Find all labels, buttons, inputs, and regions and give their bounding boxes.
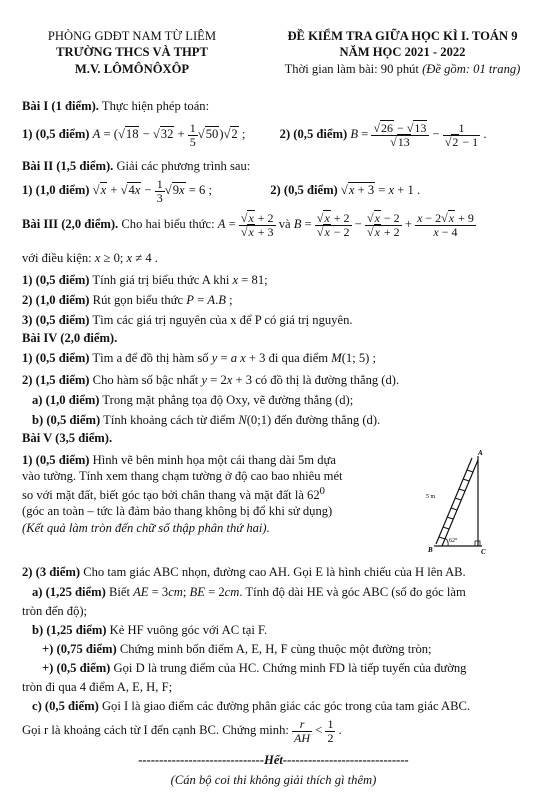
bai5-qb bbox=[32, 622, 267, 638]
bai3-q1: 1) (0,5 điểm) Tính giá trị biểu thức A khi x = 81; bbox=[22, 273, 268, 287]
bai4-qb-label: b) (0,5 điểm) bbox=[32, 413, 101, 427]
bai5-qc-line2: Gọi r là khoảng cách từ I đến cạnh BC. Chứng minh: $\frac{r}{AH}$ < $\frac{1}{2}$ . bbox=[22, 717, 342, 745]
bai4-q2-label: 2) (1,5 điểm) bbox=[22, 373, 90, 387]
label-a: A bbox=[478, 449, 483, 457]
bai5-title: Bài V (3,5 điểm). bbox=[22, 431, 113, 445]
bai3-q2-label: 2) (1,0 điểm) bbox=[22, 293, 90, 307]
bai5-q1-line2: so với mặt đất, biết góc tạo bởi chân thang và mặt đất là 62 bbox=[22, 487, 320, 502]
bai4-q2-text2: có đồ thị là đường thẳng (d). bbox=[252, 373, 400, 387]
bai5-q1-line1: vào tường. Tính xem thang chạm tường ở độ cao bao nhiêu mét bbox=[22, 469, 343, 484]
frac: $\frac{r}{AH}$ bbox=[294, 717, 311, 745]
bai5-qb1-text: Chứng minh bốn điểm A, E, H, F cùng thuộc một đường tròn; bbox=[116, 642, 432, 656]
bai4-qa-label: a) (1,0 điểm) bbox=[32, 393, 100, 407]
bai5-qc-text2: Gọi r là khoảng cách từ I đến cạnh BC. Chứng minh: bbox=[22, 722, 289, 737]
department-name: PHÒNG GDĐT NAM TỪ LIÊM bbox=[47, 29, 217, 43]
frac: $\frac{1}{2}$ bbox=[327, 717, 334, 745]
school-name: TRƯỜNG THCS VÀ THPT bbox=[56, 45, 208, 60]
bai5-qa-text: Biết bbox=[105, 585, 130, 599]
exam-title: ĐỀ KIỂM TRA GIỮA HỌC KÌ I. TOÁN 9 bbox=[287, 29, 518, 43]
exam-year: NĂM HỌC 2021 - 2022 bbox=[339, 45, 466, 60]
bai3-q3-text: Tìm các giá trị nguyên của x để P có giá trị nguyên. bbox=[89, 313, 353, 327]
bai3-q3 bbox=[22, 312, 353, 328]
bai5-qb1-label: +) (0,75 điểm) bbox=[42, 642, 117, 656]
label-c: C bbox=[481, 548, 486, 556]
bai5-qb-text: Kẻ HF vuông góc với AC tại F. bbox=[106, 623, 268, 637]
bai4-q1-text2: đi qua điểm bbox=[265, 351, 329, 365]
frac: $\frac{√x - 2}{√x + 2}$ bbox=[366, 211, 400, 239]
header-left bbox=[22, 28, 242, 77]
bai5-q1: 1) (0,5 điểm) Hình vẽ bên minh họa một cái thang dài 5m dựa vào tường. Tính xem thang chạm tường ở độ cao bao nhiêu mét so với mặt đất, biết góc tạo bởi chân thang và mặt đất là $62^0$ (góc an toàn – tức là đảm bảo thang không bị đổ khi sử dụng) (Kết quả làm tròn đến chữ số thập phân thứ hai). bbox=[22, 452, 367, 536]
ladder-svg bbox=[420, 448, 500, 558]
bai5-qb2 bbox=[42, 660, 466, 676]
bai3-text: Cho hai biểu thức: bbox=[118, 216, 215, 231]
bai4-qa-text: Trong mặt phẳng tọa độ Oxy, vẽ đường thẳng (d); bbox=[99, 393, 354, 407]
bai1-text: Thực hiện phép toán: bbox=[98, 99, 210, 113]
frac: $\frac{√26 - √13}{√13}$ bbox=[371, 122, 429, 148]
frac: $\frac{√x + 2}{√x + 3}$ bbox=[240, 211, 274, 239]
bai4-q2: 2) (1,5 điểm) Cho hàm số bậc nhất y = 2x + 3 có đồ thị là đường thẳng (d). bbox=[22, 373, 400, 387]
bai3-q1-label: 1) (0,5 điểm) bbox=[22, 273, 90, 287]
bai2-title: Bài II (1,5 điểm). bbox=[22, 159, 114, 173]
ladder-figure bbox=[420, 448, 500, 562]
bai2-parts: 1) (1,0 điểm) √x + √4x − $\frac{1}{3}$ √9x = 6 ; 2) (0,5 điểm) √x + 3 = x + 1 . bbox=[22, 177, 421, 205]
label-b: B bbox=[428, 546, 433, 554]
school-name-2: M.V. LÔMÔNÔXÔP bbox=[74, 61, 190, 76]
bai5-qc bbox=[32, 698, 470, 714]
header-right bbox=[270, 28, 535, 77]
exam-time: Thời gian làm bài: 90 phút bbox=[284, 61, 419, 76]
label-angle: 62° bbox=[449, 538, 458, 544]
exam-time-line bbox=[270, 61, 535, 77]
frac: $\frac{1}{√2 - 1}$ bbox=[444, 121, 479, 149]
bai5-qa-text2: . Tính độ dài HE và góc ABC (số đo góc làm bbox=[239, 585, 466, 599]
frac: $\frac{x - 2√x + 9}{x - 4}$ bbox=[417, 211, 474, 239]
bai3-q3-label: 3) (0,5 điểm) bbox=[22, 313, 90, 327]
bai4-title: Bài IV (2,0 điểm). bbox=[22, 331, 118, 345]
bai5-qa-text3: tròn đến độ); bbox=[22, 604, 88, 618]
bai1-p1-expr: A bbox=[92, 126, 101, 141]
bai4-q1-text: Tìm a để đồ thị hàm số bbox=[89, 351, 209, 365]
footer-note: (Cán bộ coi thi không giải thích gì thêm) bbox=[170, 773, 377, 787]
bai3-title: Bài III (2,0 điểm). bbox=[22, 216, 119, 231]
bai2-heading bbox=[22, 158, 250, 174]
bai3-cond-text: với điều kiện: bbox=[22, 251, 92, 265]
bai4-qa bbox=[32, 392, 353, 408]
label-length: 5 m bbox=[426, 494, 436, 500]
bai4-q2-text: Cho hàm số bậc nhất bbox=[89, 373, 199, 387]
bai4-qb-text2: đến đường thẳng (d). bbox=[271, 413, 381, 427]
bai5-qb1 bbox=[42, 641, 432, 657]
bai3-q2: 2) (1,0 điểm) Rút gọn biểu thức P = A.B ; bbox=[22, 293, 233, 307]
bai4-q1: 1) (0,5 điểm) Tìm a để đồ thị hàm số y = a x + 3 đi qua điểm M(1; 5) ; bbox=[22, 351, 377, 365]
bai3-q2-text: Rút gọn biểu thức bbox=[89, 293, 184, 307]
bai5-qb-label: b) (1,25 điểm) bbox=[32, 623, 107, 637]
bai4-qb-text: Tính khoảng cách từ điểm bbox=[100, 413, 236, 427]
bai5-q2-text: Cho tam giác ABC nhọn, đường cao AH. Gọi E là hình chiếu của H lên AB. bbox=[80, 565, 466, 579]
bai5-qa: a) (1,25 điểm) Biết AE = 3cm; BE = 2cm. Tính độ dài HE và góc ABC (số đo góc làm bbox=[32, 585, 466, 599]
bai1-p1-label: 1) (0,5 điểm) bbox=[22, 126, 90, 141]
bai3-q1-text: Tính giá trị biểu thức A khi bbox=[89, 273, 230, 287]
bai4-q1-label: 1) (0,5 điểm) bbox=[22, 351, 90, 365]
bai4-qb: b) (0,5 điểm) Tính khoảng cách từ điểm N(0;1) đến đường thẳng (d). bbox=[32, 413, 381, 427]
bai5-qc-label: c) (0,5 điểm) bbox=[32, 699, 99, 713]
bai5-q1-line3: (góc an toàn – tức là đảm bảo thang không bị đổ khi sử dụng) bbox=[22, 504, 333, 519]
bai3-condition: với điều kiện: x ≥ 0; x ≠ 4 . bbox=[22, 251, 158, 265]
bai2-p2-label: 2) (0,5 điểm) bbox=[270, 182, 338, 197]
bai5-qb2-label: +) (0,5 điểm) bbox=[42, 661, 111, 675]
bai5-q2-label: 2) (3 điểm) bbox=[22, 565, 81, 579]
bai5-q2 bbox=[22, 564, 466, 580]
bai1-parts: 1) (0,5 điểm) A = (√18 − √32 + $\frac{1}{5}$ √50)√2 ; 2) (0,5 điểm) B = $\frac{√26 - √13}{√13}$ − $\frac{1}{√2 - 1}$ . bbox=[22, 121, 487, 149]
bai5-qc-text: Gọi I là giao điểm các đường phân giác các góc trong của tam giác ABC. bbox=[98, 699, 471, 713]
frac: $\frac{1}{3}$ bbox=[156, 177, 163, 205]
bai1-title: Bài I (1 điểm). bbox=[22, 99, 99, 113]
bai5-q1-line0: Hình vẽ bên minh họa một cái thang dài 5m dựa bbox=[89, 453, 336, 467]
bai1-p2-label: 2) (0,5 điểm) bbox=[279, 126, 348, 141]
frac: $\frac{√x + 2}{√x - 2}$ bbox=[316, 211, 350, 239]
bai5-qb2-text: Gọi D là trung điểm của HC. Chứng minh FD là tiếp tuyến của đường bbox=[110, 661, 467, 675]
bai1-heading bbox=[22, 98, 209, 114]
bai2-text: Giải các phương trình sau: bbox=[113, 159, 251, 173]
end-marker: ------------------------------Hết------------------------------ bbox=[138, 753, 409, 767]
bai2-p1-label: 1) (1,0 điểm) bbox=[22, 182, 90, 197]
exam-pages: (Đề gồm: 01 trang) bbox=[422, 61, 521, 76]
bai5-q1-label: 1) (0,5 điểm) bbox=[22, 453, 90, 467]
bai5-qb2-text2: tròn đi qua 4 điểm A, E, H, F; bbox=[22, 680, 173, 694]
bai5-q1-note: (Kết quả làm tròn đến chữ số thập phân thứ hai). bbox=[22, 520, 270, 535]
bai5-qa-label: a) (1,25 điểm) bbox=[32, 585, 106, 599]
bai3-heading: Bài III (2,0 điểm). Cho hai biểu thức: A = $\frac{√x + 2}{√x + 3}$ và B = $\frac{√x + 2}{√x - 2}$ − $\frac{√x - 2}{√x + 2}$ + $\frac{x - 2√x + 9}{x - 4}$ bbox=[22, 211, 474, 239]
frac: $\frac{1}{5}$ bbox=[189, 121, 196, 149]
